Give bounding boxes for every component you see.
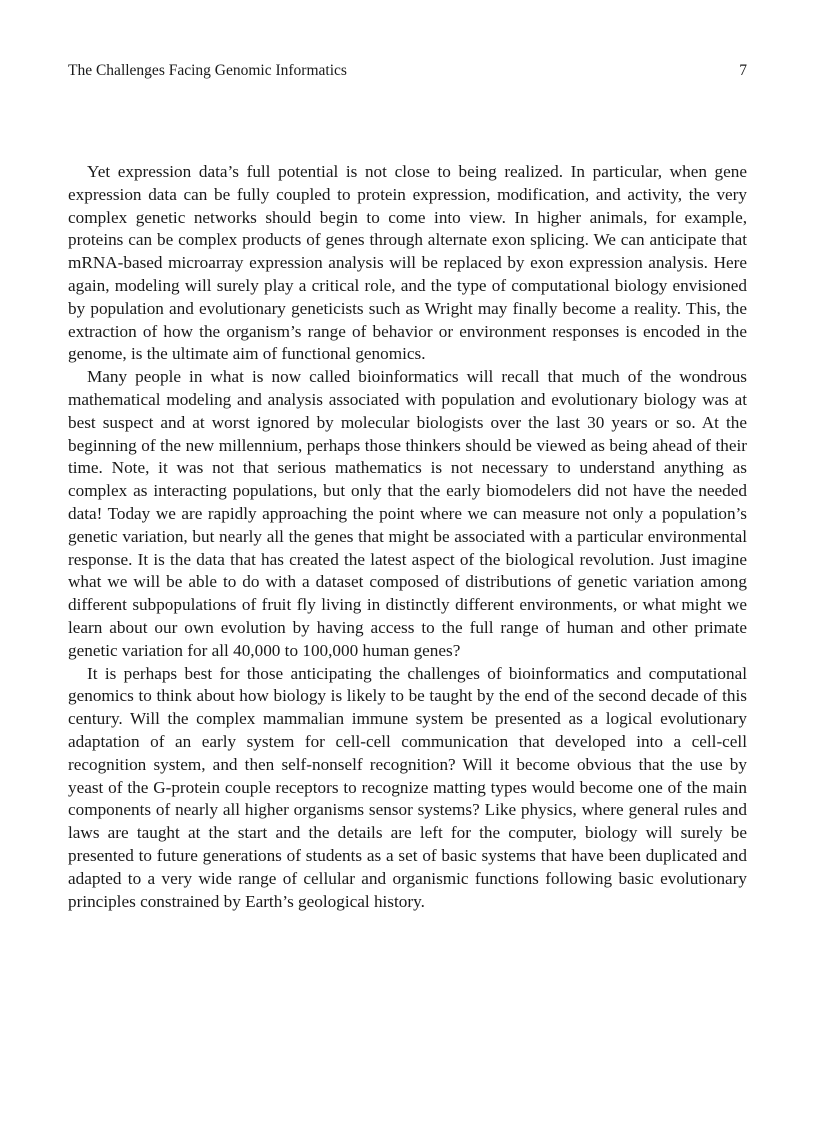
running-title: The Challenges Facing Genomic Informatics (68, 62, 347, 79)
running-head (68, 60, 747, 82)
paragraph-mathematical-modeling: Many people in what is now called bioinformatics will recall that much of the wondrous mathematical modeling and analysis associated with population and evolutionary biology was at best suspect and at worst ignored by molecular biologists over the last 30 years or so. At the beginning of the new millennium, perhaps those thinkers should be viewed as being ahead of their time. Note, it was not that serious mathematics is not necessary to understand anything as complex as interacting populations, but only that the early biomodelers did not have the needed data! Today we are rapidly approaching the point where we can measure not only a population’s genetic variation, but nearly all the genes that might be associated with a particular environmental response. It is the data that has created the latest aspect of the biological revolution. Just imagine what we will be able to do with a dataset composed of distributions of genetic variation among different subpopulations of fruit fly living in distinctly different environments, or what might we learn about our own evolution by having access to the full range of human and other primate genetic variation for all 40,000 to 100,000 human genes? (68, 367, 747, 660)
paragraph-teaching-biology: It is perhaps best for those anticipating the challenges of bioinformatics and computational genomics to think about how biology is likely to be taught by the end of the second decade of this century. Will the complex mammalian immune system be presented as a logical evolutionary adaptation of an early system for cell-cell communication that developed into a cell-cell recognition system, and then self-nonself recognition? Will it become obvious that the use by yeast of the G-protein couple receptors to recognize matting types would become one of the main components of nearly all higher organisms sensor systems? Like physics, where general rules and laws are taught at the start and the details are left for the computer, biology will surely be presented to future generations of students as a set of basic systems that have been duplicated and adapted to a very wide range of cellular and organismic functions following basic evolutionary principles constrained by Earth’s geological history. (68, 663, 747, 911)
paragraph-expression-data: Yet expression data’s full potential is not close to being realized. In particular, when gene expression data can be fully coupled to protein expression, modification, and activity, the very complex genetic networks should begin to come into view. In higher animals, for example, proteins can be complex products of genes through alternate exon splicing. We can anticipate that mRNA-based microarray expression analysis will be replaced by exon expression analysis. Here again, modeling will surely play a critical role, and the type of computational biology envisioned by population and evolutionary geneticists such as Wright may finally become a reality. This, the extraction of how the organism’s range of behavior or environment responses is encoded in the genome, is the ultimate aim of functional genomics. (68, 162, 747, 364)
page-number: 7 (739, 62, 747, 79)
body-text (68, 161, 747, 913)
